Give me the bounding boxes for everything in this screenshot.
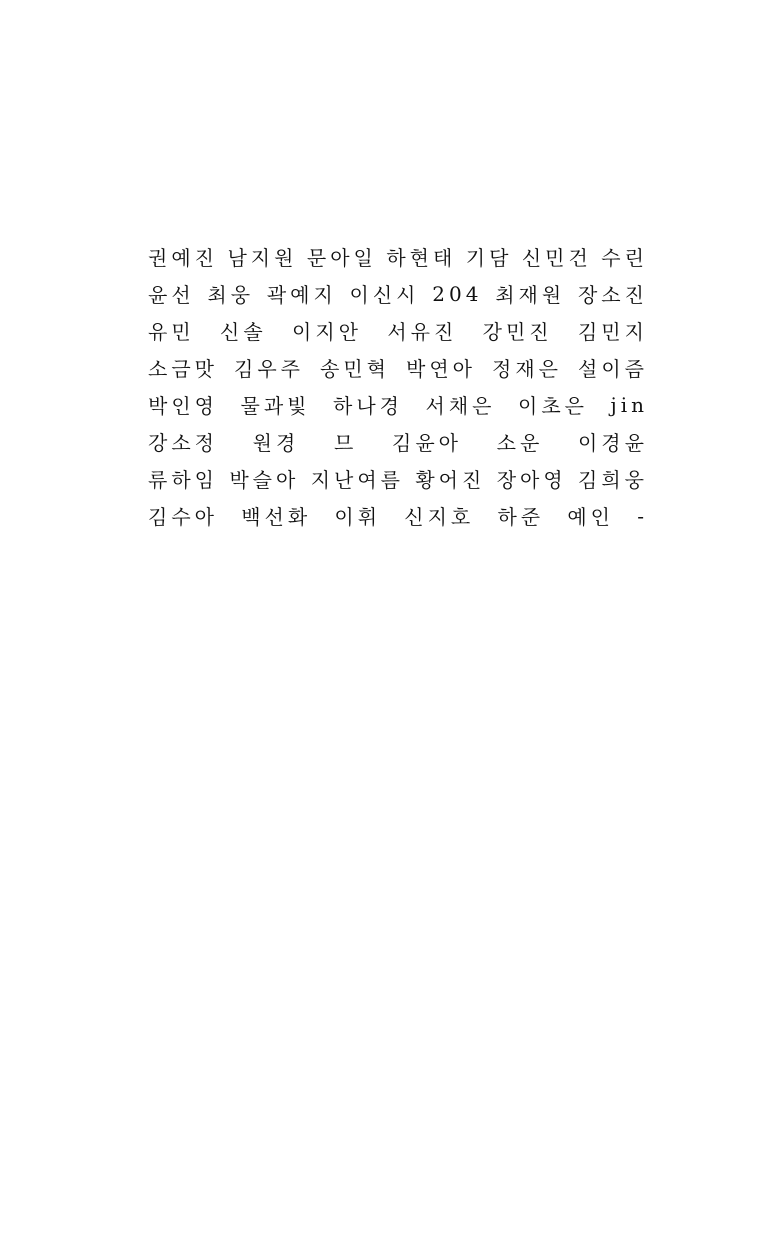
name-entry: 204 [432, 281, 483, 306]
name-entry: 므 [333, 431, 358, 455]
name-entry: 류하임 [148, 468, 218, 492]
name-entry: 최웅 [207, 283, 255, 307]
name-entry: 신민건 [521, 246, 592, 270]
name-entry: 서채은 [425, 394, 496, 418]
name-entry: 김윤아 [392, 431, 462, 455]
name-entry: 김민지 [577, 320, 648, 344]
name-entry: 황어진 [415, 468, 486, 492]
name-entry: 문아일 [306, 246, 377, 270]
name-line [148, 423, 648, 460]
name-line [148, 386, 648, 423]
name-entry: 신솔 [220, 320, 267, 344]
name-line [148, 312, 648, 349]
name-entry: 물과빛 [240, 394, 311, 418]
name-entry: 김수아 [148, 505, 218, 529]
name-entry: 윤선 [148, 283, 195, 307]
name-list [148, 238, 648, 534]
name-entry: 이지안 [292, 320, 362, 344]
name-entry: - [637, 503, 648, 528]
name-entry: 설이즘 [578, 357, 648, 381]
name-entry: 하나경 [333, 394, 403, 418]
name-line [148, 238, 648, 275]
name-entry: 기담 [465, 246, 513, 270]
name-line [148, 349, 648, 386]
name-line [148, 460, 648, 497]
name-entry: 소금맛 [148, 357, 218, 381]
name-entry: 백선화 [241, 505, 312, 529]
name-entry: 강민진 [482, 320, 553, 344]
name-entry: 김희웅 [578, 468, 648, 492]
name-line [148, 497, 648, 534]
name-entry: 수린 [601, 246, 648, 270]
name-entry: 남지원 [227, 246, 298, 270]
name-entry: 이초은 [518, 394, 588, 418]
name-entry: 소운 [496, 431, 544, 455]
name-entry: 유민 [148, 320, 195, 344]
name-entry: 이휘 [334, 505, 382, 529]
name-entry: 정재은 [492, 357, 562, 381]
name-entry: 김우주 [234, 357, 304, 381]
name-entry: 최재원 [495, 283, 566, 307]
name-entry: 장소진 [577, 283, 648, 307]
name-entry: 박슬아 [229, 468, 300, 492]
name-entry: 예인 [567, 505, 614, 529]
name-entry: 송민혁 [320, 357, 390, 381]
name-entry: 곽예지 [266, 283, 337, 307]
name-entry: 이신시 [349, 283, 420, 307]
name-entry: 권예진 [148, 246, 218, 270]
name-line [148, 275, 648, 312]
name-entry: jin [610, 392, 648, 417]
name-entry: 서유진 [387, 320, 458, 344]
name-entry: 하현태 [386, 246, 457, 270]
name-entry: 이경윤 [577, 431, 648, 455]
name-entry: 강소정 [148, 431, 218, 455]
name-entry: 하준 [497, 505, 545, 529]
name-entry: 신지호 [404, 505, 475, 529]
name-entry: 장아영 [496, 468, 567, 492]
name-entry: 원경 [252, 431, 300, 455]
name-entry: 박연아 [406, 357, 476, 381]
name-entry: 박인영 [148, 394, 218, 418]
name-entry: 지난여름 [310, 468, 404, 492]
